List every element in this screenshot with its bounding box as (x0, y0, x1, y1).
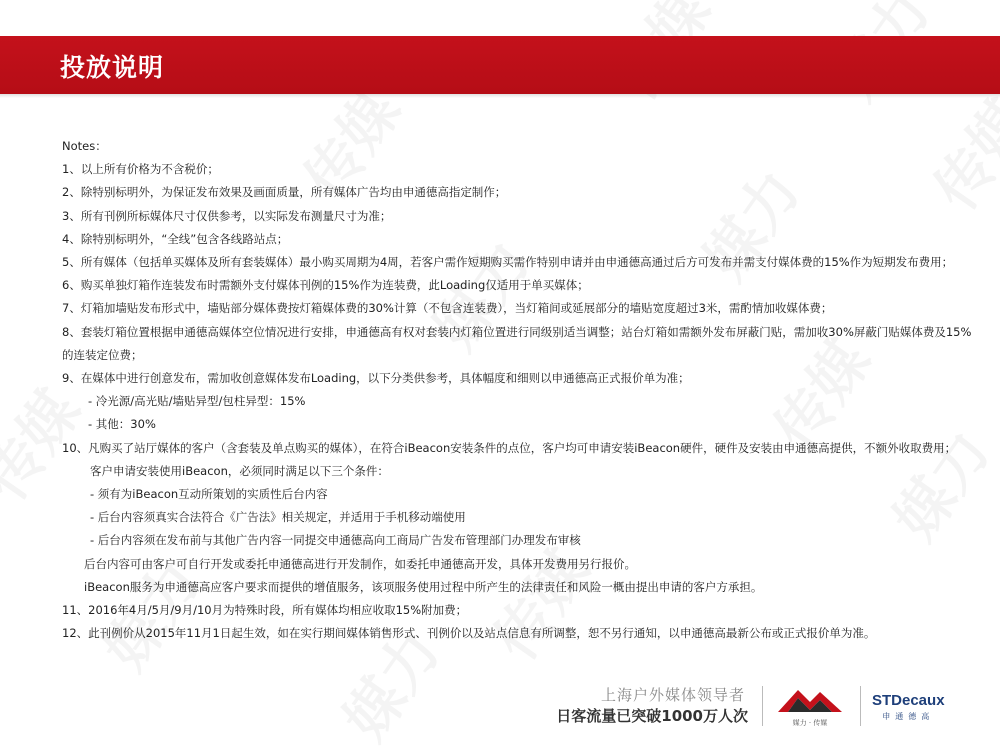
mountain-logo-icon (768, 684, 852, 718)
note-item-9-sub-2: - 其他：30% (88, 417, 156, 432)
note-item-10-remark-1: 后台内容可由客户可自行开发或委托申通德高进行开发制作，如委托申通德高开发，具体开发费用另行报价。 (84, 556, 636, 571)
note-item-4: 4、除特别标明外，“全线”包含各线路站点； (62, 231, 289, 246)
brand-name: STDecaux (872, 692, 945, 709)
note-item-6: 6、购买单独灯箱作连装发布时需额外支付媒体刊例的15%作为连装费，此Loading仅适用于单买媒体； (62, 278, 589, 293)
media-logo (768, 684, 852, 734)
stdecaux-logo (872, 692, 945, 722)
note-item-3: 3、所有刊例所标媒体尺寸仅供参考，以实际发布测量尺寸为准； (62, 208, 392, 223)
note-item-11: 11、2016年4月/5月/9月/10月为特殊时段，所有媒体均相应收取15%附加费； (62, 603, 468, 618)
note-item-10-condition-2: - 后台内容须真实合法符合《广告法》相关规定，并适用于手机移动端使用 (90, 510, 466, 525)
footer-divider (762, 686, 763, 726)
footer-divider (860, 686, 861, 726)
slogan-line-2: 日客流量已突破1000万人次 (556, 707, 748, 725)
note-item-10: 10、凡购买了站厅媒体的客户（含套装及单点购买的媒体），在符合iBeacon安装条件的点位，客户均可申请安装iBeacon硬件，硬件及安装由申通德高提供，不额外收取费用； (62, 440, 957, 455)
note-item-7: 7、灯箱加墙贴发布形式中，墙贴部分媒体费按灯箱媒体费的30%计算（不包含连装费），当灯箱间或延展部分的墙贴宽度超过3米，需酌情加收媒体费； (62, 301, 833, 316)
notes-heading: Notes： (62, 139, 107, 153)
note-item-1: 1、以上所有价格为不含税价； (62, 162, 219, 177)
title-bar-shadow (0, 94, 1000, 98)
title-bar (0, 36, 1000, 94)
page-title: 投放说明 (60, 53, 165, 82)
media-logo-text: 媒力 · 传媒 (792, 719, 828, 727)
note-item-10-condition-1: - 须有为iBeacon互动所策划的实质性后台内容 (90, 487, 328, 502)
note-item-2: 2、除特别标明外，为保证发布效果及画面质量，所有媒体广告均由申通德高指定制作； (62, 185, 507, 200)
note-item-10-condition-3: - 后台内容须在发布前与其他广告内容一同提交申通德高向工商局广告发布管理部门办理发布审核 (90, 533, 581, 548)
footer (0, 672, 1000, 750)
note-item-10-remark-2: iBeacon服务为申通德高应客户要求而提供的增值服务，该项服务使用过程中所产生的法律责任和风险一概由提出申请的客户方承担。 (84, 579, 763, 594)
note-item-9: 9、在媒体中进行创意发布，需加收创意媒体发布Loading，以下分类供参考，具体幅度和细则以申通德高正式报价单为准； (62, 371, 690, 386)
slogan-line-1: 上海户外媒体领导者 (600, 686, 745, 704)
note-item-5: 5、所有媒体（包括单买媒体及所有套装媒体）最小购买周期为4周，若客户需作短期购买需作特别申请并由申通德高通过后方可发布并需支付媒体费的15%作为短期发布费用； (62, 255, 954, 270)
brand-subtitle: 申通德高 (882, 712, 935, 721)
note-item-10-conditions-intro: 客户申请安装使用iBeacon，必须同时满足以下三个条件： (90, 463, 389, 478)
note-item-12: 12、此刊例价从2015年11月1日起生效，如在实行期间媒体销售形式、刊例价以及站点信息有所调整，恕不另行通知，以申通德高最新公布或正式报价单为准。 (62, 626, 876, 641)
note-item-8: 8、套装灯箱位置根据申通德高媒体空位情况进行安排，申通德高有权对套装内灯箱位置进行同级别适当调整；站台灯箱如需额外发布屏蔽门贴，需加收30%屏蔽门贴媒体费及15%的连装定位费； (62, 324, 972, 362)
note-item-9-sub-1: - 冷光源/高光贴/墙贴异型/包柱异型：15% (88, 394, 306, 409)
notes-body (62, 135, 977, 645)
